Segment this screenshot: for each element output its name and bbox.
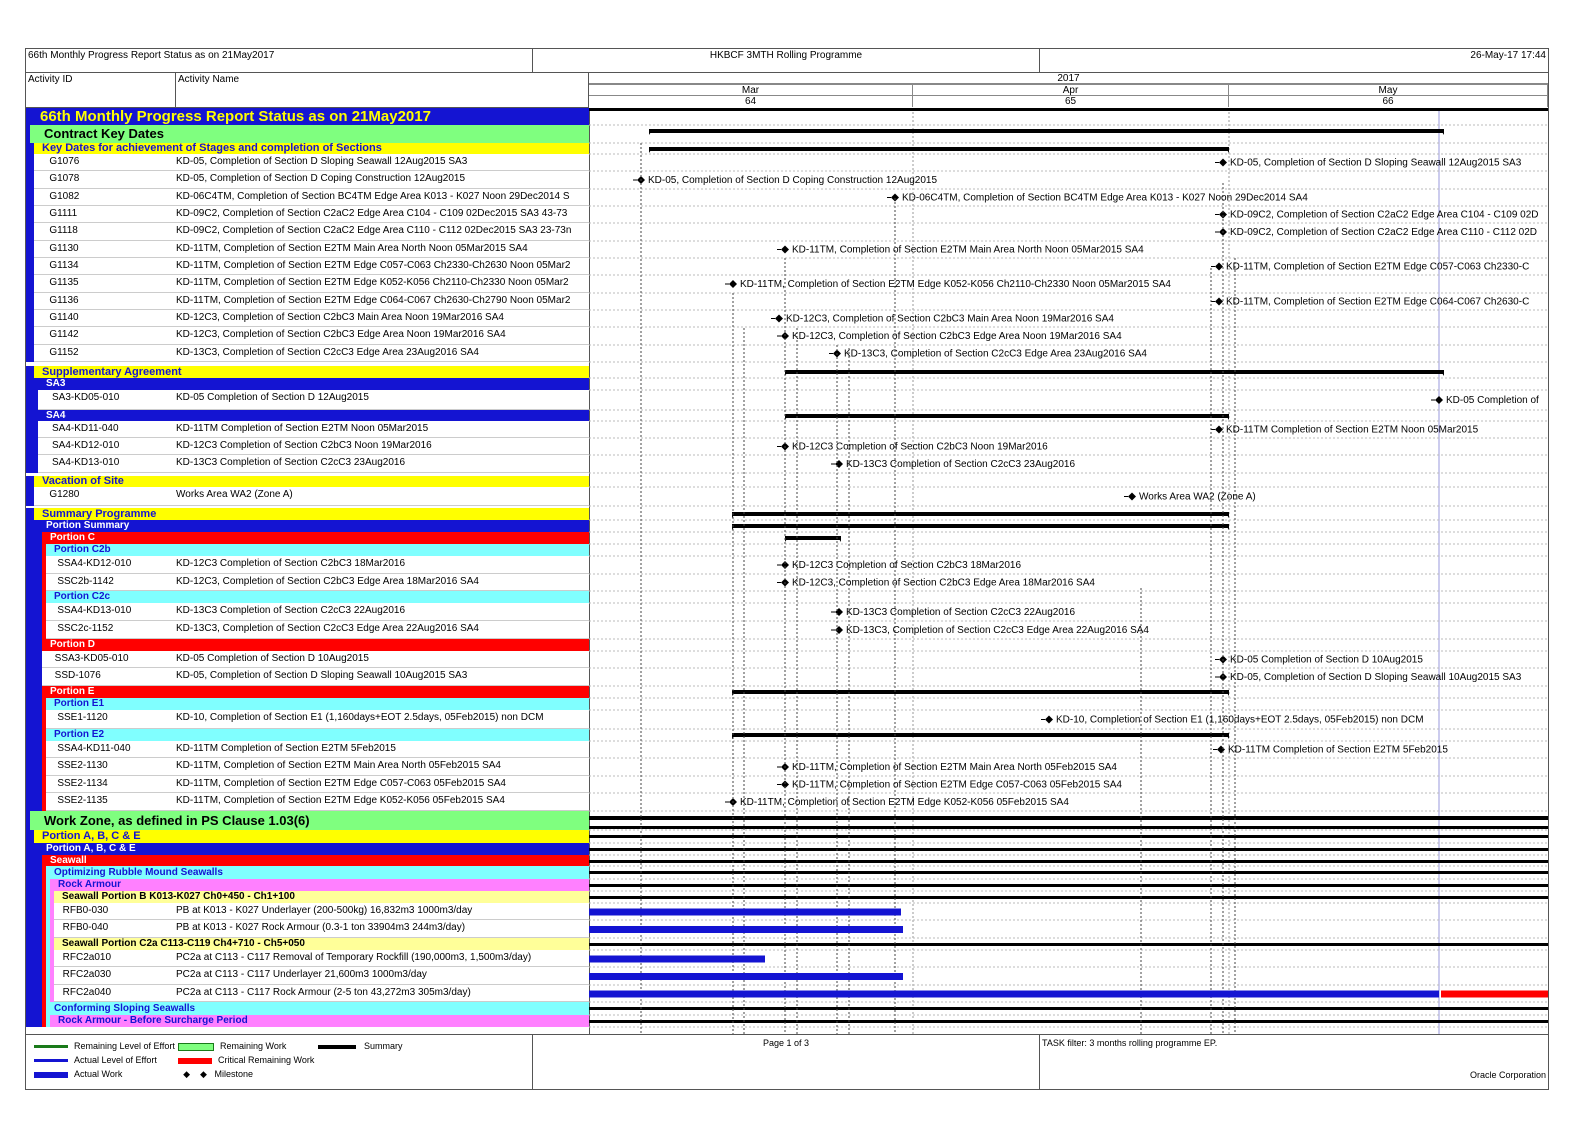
activity-row[interactable] (34, 275, 589, 293)
activity-row[interactable] (54, 985, 589, 1002)
activity-row[interactable] (34, 345, 589, 362)
activity-name: KD-05 Completion of Section D 12Aug2015 (176, 392, 369, 403)
activity-row[interactable] (42, 651, 589, 668)
gantt-svg (589, 108, 1548, 1034)
task-filter (1040, 1035, 1548, 1090)
activity-id: RFC2a030 (62, 969, 112, 980)
activity-id: RFC2a040 (62, 987, 112, 998)
activity-id: SSA4-KD12-010 (57, 558, 132, 569)
wbs-band-10[interactable]: Portion C2b (46, 544, 589, 556)
activity-row[interactable] (46, 793, 589, 811)
milestone-label: KD-11TM, Completion of Section E2TM Edge C057-C063 05Feb2015 SA4 (792, 779, 1122, 791)
milestone-icon (1435, 396, 1443, 404)
activity-name: KD-11TM, Completion of Section E2TM Edge C057-C063 Ch2330-Ch2630 Noon 05Mar2 (176, 260, 571, 271)
activity-row[interactable] (38, 438, 589, 455)
activity-name: KD-13C3, Completion of Section C2cC3 Edge Area 22Aug2016 SA4 (176, 623, 479, 634)
milestone-label: KD-06C4TM, Completion of Section BC4TM Edge Area K013 - K027 Noon 29Dec2014 SA4 (902, 192, 1308, 204)
activity-name: KD-13C3, Completion of Section C2cC3 Edge Area 23Aug2016 SA4 (176, 347, 479, 358)
milestone-label: KD-05 Completion of Section D 10Aug2015 (1230, 654, 1423, 666)
milestone-label: KD-12C3, Completion of Section C2bC3 Edge Area 18Mar2016 SA4 (792, 577, 1095, 589)
wbs-band-0[interactable]: 66th Monthly Progress Report Status as on 21May2017 (26, 108, 589, 125)
milestone-icon (891, 194, 899, 202)
summary-swatch (318, 1045, 356, 1049)
activity-bar (589, 973, 903, 980)
milestone-label: KD-10, Completion of Section E1 (1,160days+EOT 2.5days, 05Feb2015) non DCM (1056, 714, 1424, 726)
timeline-week-64: 64 (589, 95, 913, 107)
activity-row[interactable] (34, 487, 589, 506)
timeline-month-may: May (1229, 84, 1548, 96)
activity-name: Works Area WA2 (Zone A) (176, 489, 293, 500)
activity-name: PC2a at C113 - C117 Rock Armour (2-5 ton 43,272m3 305m3/day) (176, 987, 471, 998)
activity-row[interactable] (34, 258, 589, 275)
wbs-band-5[interactable]: SA4 (38, 410, 589, 421)
milestone-icon (775, 315, 783, 323)
activity-name: KD-09C2, Completion of Section C2aC2 Edge Area C104 - C109 02Dec2015 SA3 43-73 (176, 208, 568, 219)
footer (26, 1034, 1548, 1090)
task-filter-text: TASK filter: 3 months rolling programme EP. (1042, 1038, 1218, 1048)
activity-bar (589, 956, 765, 963)
wbs-band-13[interactable]: Portion E (42, 686, 589, 698)
activity-id: SSE2-1135 (57, 795, 108, 806)
timeline-week-65: 65 (913, 95, 1229, 107)
activity-id: SSE1-1120 (57, 712, 108, 723)
legend-actual-loe: Actual Level of Effort (74, 1055, 157, 1065)
activity-row[interactable] (38, 455, 589, 473)
wbs-band-16[interactable]: Work Zone, as defined in PS Clause 1.03(6) (30, 811, 589, 830)
activity-name: KD-11TM Completion of Section E2TM Noon 05Mar2015 (176, 423, 429, 434)
summary-bar (785, 370, 1444, 374)
activity-id: RFC2a010 (62, 952, 112, 963)
activity-name: KD-11TM, Completion of Section E2TM Main Area North Noon 05Mar2015 SA4 (176, 243, 528, 254)
milestone-icon (1215, 263, 1223, 271)
activity-id: SA4-KD12-010 (52, 440, 120, 451)
activity-name: KD-05, Completion of Section D Coping Construction 12Aug2015 (176, 173, 466, 184)
activity-bar (589, 991, 1439, 998)
activity-id: SSC2c-1152 (57, 623, 114, 634)
activity-id: G1280 (49, 489, 80, 500)
activity-name: KD-12C3 Completion of Section C2bC3 Noon 19Mar2016 (176, 440, 432, 451)
activity-row[interactable] (38, 390, 589, 410)
summary-bar (732, 733, 1229, 737)
legend-actual-work: Actual Work (74, 1069, 123, 1079)
activity-id: G1078 (49, 173, 80, 184)
activity-row[interactable] (34, 327, 589, 345)
milestone-label: KD-05 Completion of (1446, 395, 1539, 406)
milestone-label: KD-13C3, Completion of Section C2cC3 Edge Area 22Aug2016 SA4 (846, 625, 1149, 636)
milestone-label: KD-09C2, Completion of Section C2aC2 Edge Area C110 - C112 02D (1230, 227, 1538, 238)
activity-name: KD-12C3, Completion of Section C2bC3 Main Area Noon 19Mar2016 SA4 (176, 312, 504, 323)
activity-name: KD-11TM, Completion of Section E2TM Edge C064-C067 Ch2630-Ch2790 Noon 05Mar2 (176, 295, 571, 306)
activity-row[interactable] (54, 903, 589, 920)
wbs-band-11[interactable]: Portion C2c (46, 591, 589, 603)
milestone-label: KD-11TM, Completion of Section E2TM Edge K052-K056 Ch2110-Ch2330 Noon 05Mar2015 SA4 (740, 279, 1171, 290)
wbs-band-19[interactable]: Seawall (42, 855, 589, 866)
activity-row[interactable] (54, 920, 589, 938)
activity-id: SA4-KD11-040 (52, 423, 119, 434)
actual-work-swatch (34, 1072, 68, 1078)
milestone-icon (835, 608, 843, 616)
timeline-month-apr: Apr (913, 84, 1229, 96)
activity-name: KD-10, Completion of Section E1 (1,160days+EOT 2.5days, 05Feb2015) non DCM (176, 712, 544, 723)
activity-id: G1082 (49, 191, 80, 202)
timeline-week-66: 66 (1229, 95, 1548, 107)
milestone-icon (1045, 716, 1053, 724)
milestone-label: KD-12C3 Completion of Section C2bC3 18Mar2016 (792, 560, 1022, 571)
activity-row[interactable] (34, 171, 589, 189)
activity-id: SSE2-1134 (57, 778, 108, 789)
milestone-label: KD-13C3 Completion of Section C2cC3 23Aug2016 (846, 459, 1076, 470)
legend-critical-remaining: Critical Remaining Work (218, 1055, 315, 1065)
wbs-band-25[interactable]: Rock Armour - Before Surcharge Period (50, 1015, 589, 1027)
wbs-band-3[interactable]: Supplementary Agreement (34, 366, 589, 378)
activity-id: SA4-KD13-010 (52, 457, 120, 468)
milestone-label: KD-11TM, Completion of Section E2TM Main Area North Noon 05Mar2015 SA4 (792, 244, 1144, 256)
activity-row[interactable] (34, 293, 589, 310)
milestone-icon (835, 460, 843, 468)
milestone-label: KD-13C3, Completion of Section C2cC3 Edge Area 23Aug2016 SA4 (844, 348, 1147, 360)
activity-id: G1111 (49, 208, 78, 219)
legend-remaining-work: Remaining Work (220, 1041, 287, 1051)
remaining-loe-swatch (34, 1045, 68, 1048)
activity-name: KD-11TM, Completion of Section E2TM Edge K052-K056 05Feb2015 SA4 (176, 795, 505, 806)
milestone-swatch-icon: ◆ ◆ (183, 1069, 207, 1079)
activity-row[interactable] (34, 154, 589, 171)
column-header-activity-name[interactable]: Activity Name (176, 73, 589, 108)
milestone-label: KD-13C3 Completion of Section C2cC3 22Aug2016 (846, 607, 1076, 618)
column-header-activity-id[interactable]: Activity ID (26, 73, 176, 108)
activity-name: KD-12C3 Completion of Section C2bC3 18Mar2016 (176, 558, 406, 569)
activity-name: PC2a at C113 - C117 Removal of Temporary Rockfill (190,000m3, 1,500m3/day) (176, 952, 532, 963)
legend-summary: Summary (364, 1041, 403, 1051)
activity-id: SSD-1076 (54, 670, 101, 681)
milestone-icon (1128, 493, 1136, 501)
wbs-band-17[interactable]: Portion A, B, C & E (34, 830, 589, 843)
milestone-label: KD-11TM Completion of Section E2TM Noon 05Mar2015 (1226, 424, 1479, 436)
milestone-icon (1215, 298, 1223, 306)
milestone-label: KD-12C3, Completion of Section C2bC3 Edge Area Noon 19Mar2016 SA4 (792, 331, 1122, 342)
milestone-icon (835, 626, 843, 634)
remaining-work-swatch (178, 1043, 214, 1051)
milestone-label: Works Area WA2 (Zone A) (1139, 491, 1256, 503)
milestone-icon (781, 246, 789, 254)
timeline-month-mar: Mar (589, 84, 913, 96)
activity-name: KD-06C4TM, Completion of Section BC4TM Edge Area K013 - K027 Noon 29Dec2014 S (176, 191, 570, 202)
milestone-icon (729, 280, 737, 288)
activity-id: SSA3-KD05-010 (54, 653, 129, 664)
wbs-band-21[interactable]: Rock Armour (50, 879, 589, 891)
milestone-label: KD-11TM, Completion of Section E2TM Main Area North 05Feb2015 SA4 (792, 762, 1117, 773)
activity-name: PC2a at C113 - C117 Underlayer 21,600m3 1000m3/day (176, 969, 427, 980)
activity-row[interactable] (46, 741, 589, 758)
activity-name: KD-05 Completion of Section D 10Aug2015 (176, 653, 369, 664)
timeline-year: 2017 (589, 73, 1548, 84)
wbs-band-20[interactable]: Optimizing Rubble Mound Seawalls (46, 866, 589, 879)
wbs-band-7[interactable]: Summary Programme (34, 508, 589, 520)
activity-id: G1135 (49, 277, 79, 288)
wbs-band-15[interactable]: Portion E2 (46, 729, 589, 741)
activity-id: G1140 (49, 312, 79, 323)
summary-bar (649, 129, 1444, 133)
activity-id: SSC2b-1142 (57, 576, 114, 587)
activity-row[interactable] (34, 223, 589, 241)
activity-name: KD-11TM, Completion of Section E2TM Edge C057-C063 05Feb2015 SA4 (176, 778, 506, 789)
milestone-label: KD-05, Completion of Section D Sloping Seawall 10Aug2015 SA3 (1230, 672, 1522, 683)
activity-name: KD-12C3, Completion of Section C2bC3 Edge Area Noon 19Mar2016 SA4 (176, 329, 506, 340)
activity-row[interactable] (54, 950, 589, 967)
activity-table (26, 108, 590, 1034)
wbs-band-22[interactable]: Seawall Portion B K013-K027 Ch0+450 - Ch1+100 (54, 891, 589, 903)
milestone-label: KD-12C3 Completion of Section C2bC3 Noon 19Mar2016 (792, 441, 1048, 453)
activity-name: KD-05, Completion of Section D Sloping Seawall 12Aug2015 SA3 (176, 156, 468, 167)
activity-id: RFB0-030 (62, 905, 109, 916)
activity-id: SSA4-KD11-040 (57, 743, 131, 754)
milestone-icon (1219, 159, 1227, 167)
activity-row[interactable] (38, 421, 589, 438)
milestone-label: KD-11TM, Completion of Section E2TM Edge K052-K056 05Feb2015 SA4 (740, 797, 1069, 808)
activity-name: KD-11TM, Completion of Section E2TM Edge K052-K056 Ch2110-Ch2330 Noon 05Mar2 (176, 277, 569, 288)
activity-row[interactable] (46, 776, 589, 793)
activity-row[interactable] (42, 668, 589, 686)
wbs-band-18[interactable]: Portion A, B, C & E (38, 843, 589, 855)
milestone-label: KD-11TM, Completion of Section E2TM Edge C057-C063 Ch2330-C (1226, 261, 1530, 273)
timescale-bottom-bar (589, 108, 1548, 111)
activity-row[interactable] (34, 189, 589, 206)
milestone-icon (1215, 426, 1223, 434)
report-title: 66th Monthly Progress Report Status as on 21May2017 (26, 49, 533, 73)
gantt-chart (589, 108, 1548, 1034)
activity-row[interactable] (46, 621, 589, 639)
summary-bar (649, 147, 1229, 151)
activity-name: KD-09C2, Completion of Section C2aC2 Edge Area C110 - C112 02Dec2015 SA3 23-73n (176, 225, 572, 236)
activity-name: KD-13C3 Completion of Section C2cC3 23Aug2016 (176, 457, 406, 468)
activity-id: RFB0-040 (62, 922, 109, 933)
page-number: Page 1 of 3 (533, 1035, 1040, 1090)
activity-row[interactable] (34, 310, 589, 327)
milestone-label: KD-05, Completion of Section D Sloping Seawall 12Aug2015 SA3 (1230, 157, 1522, 169)
milestone-label: KD-11TM Completion of Section E2TM 5Feb2015 (1228, 744, 1448, 756)
activity-name: PB at K013 - K027 Rock Armour (0.3-1 ton 33904m3 244m3/day) (176, 922, 466, 933)
legend-remaining-loe: Remaining Level of Effort (74, 1041, 175, 1051)
activity-name: PB at K013 - K027 Underlayer (200-500kg) 16,832m3 1000m3/day (176, 905, 473, 916)
actual-loe-swatch (34, 1059, 68, 1062)
report-frame (25, 48, 1549, 1090)
activity-id: G1076 (49, 156, 80, 167)
activity-id: G1134 (49, 260, 79, 271)
activity-id: SSA4-KD13-010 (57, 605, 132, 616)
activity-bar (589, 909, 901, 916)
wbs-band-9[interactable]: Portion C (42, 532, 589, 544)
wbs-band-12[interactable]: Portion D (42, 639, 589, 651)
activity-row[interactable] (34, 241, 589, 258)
activity-name: KD-13C3 Completion of Section C2cC3 22Aug2016 (176, 605, 406, 616)
activity-id: G1142 (49, 329, 79, 340)
legend (26, 1035, 533, 1090)
activity-name: KD-11TM Completion of Section E2TM 5Feb2015 (176, 743, 396, 754)
summary-bar (785, 536, 841, 540)
activity-id: G1130 (49, 243, 79, 254)
wbs-band-6[interactable]: Vacation of Site (34, 476, 589, 487)
summary-bar (732, 690, 1229, 694)
milestone-label: KD-09C2, Completion of Section C2aC2 Edge Area C104 - C109 02D (1230, 209, 1539, 221)
activity-id: SSE2-1130 (57, 760, 108, 771)
activity-id: SA3-KD05-010 (52, 392, 120, 403)
activity-name: KD-11TM, Completion of Section E2TM Main Area North 05Feb2015 SA4 (176, 760, 501, 771)
legend-milestone: Milestone (214, 1069, 254, 1079)
milestone-label: KD-11TM, Completion of Section E2TM Edge C064-C067 Ch2630-C (1226, 296, 1530, 308)
activity-id: G1118 (49, 225, 78, 236)
activity-row[interactable] (46, 758, 589, 776)
milestone-label: KD-12C3, Completion of Section C2bC3 Main Area Noon 19Mar2016 SA4 (786, 313, 1114, 325)
activity-row[interactable] (54, 967, 589, 985)
activity-row[interactable] (46, 603, 589, 621)
wbs-band-1[interactable]: Contract Key Dates (30, 125, 589, 143)
wbs-band-2[interactable]: Key Dates for achievement of Stages and completion of Sections (34, 143, 589, 154)
activity-bar (589, 926, 903, 933)
summary-bar (732, 524, 1229, 528)
milestone-label: KD-05, Completion of Section D Coping Construction 12Aug2015 (648, 175, 938, 186)
activity-row[interactable] (34, 206, 589, 223)
activity-row[interactable] (46, 574, 589, 591)
summary-bar (785, 414, 1229, 418)
critical-remaining-swatch (178, 1058, 212, 1064)
print-timestamp: 26-May-17 17:44 (1040, 49, 1548, 73)
critical-bar (1441, 991, 1548, 998)
wbs-band-4[interactable]: SA3 (38, 378, 589, 390)
wbs-band-14[interactable]: Portion E1 (46, 698, 589, 710)
programme-title: HKBCF 3MTH Rolling Programme (533, 49, 1040, 73)
wbs-band-8[interactable]: Portion Summary (38, 520, 589, 532)
activity-id: G1136 (49, 295, 79, 306)
activity-name: KD-12C3, Completion of Section C2bC3 Edge Area 18Mar2016 SA4 (176, 576, 479, 587)
activity-row[interactable] (46, 710, 589, 729)
wbs-band-24[interactable]: Conforming Sloping Seawalls (46, 1002, 589, 1015)
summary-bar (732, 512, 1229, 516)
vendor-name: Oracle Corporation (1469, 1070, 1546, 1080)
activity-row[interactable] (46, 556, 589, 574)
activity-name: KD-05, Completion of Section D Sloping Seawall 10Aug2015 SA3 (176, 670, 468, 681)
wbs-band-23[interactable]: Seawall Portion C2a C113-C119 Ch4+710 - Ch5+050 (54, 938, 589, 950)
activity-id: G1152 (49, 347, 79, 358)
milestone-icon (1217, 746, 1225, 754)
